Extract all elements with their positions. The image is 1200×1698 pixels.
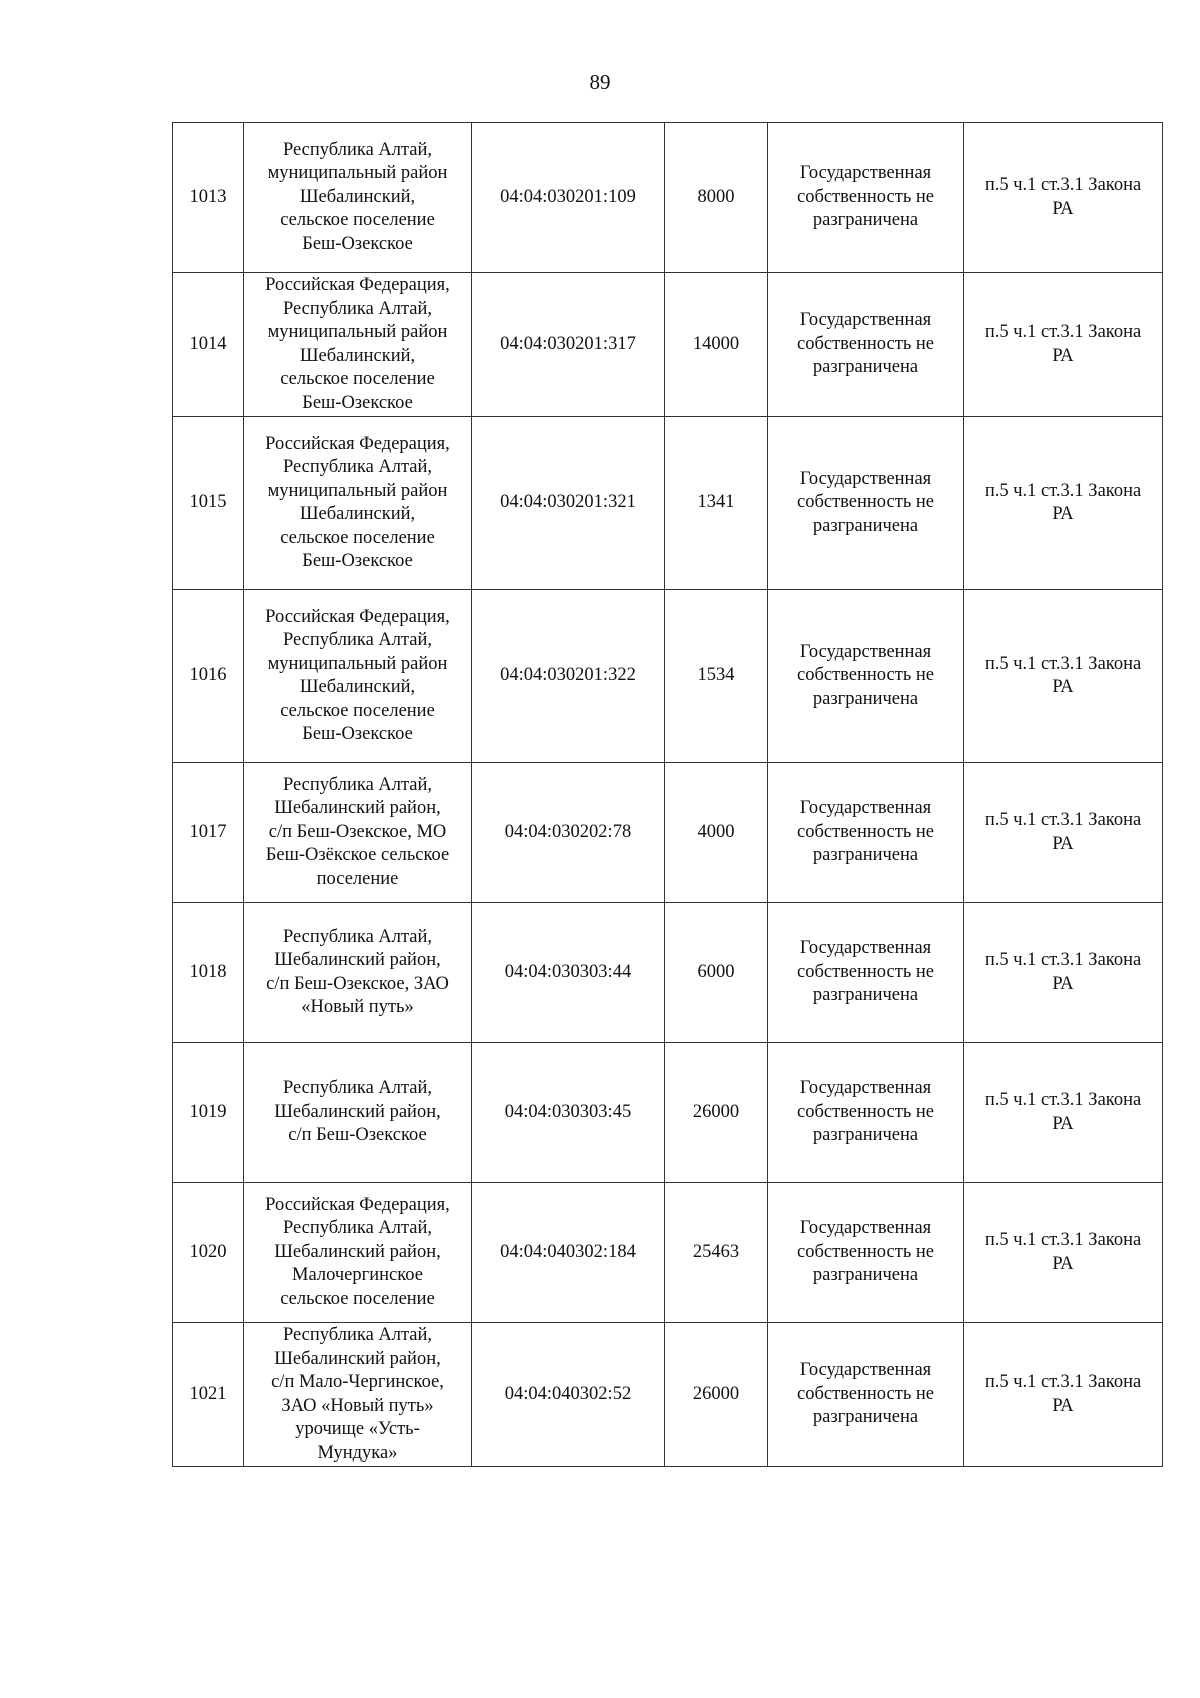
page-number: 89 — [589, 70, 611, 94]
address-cell: Республика Алтай, муниципальный район Шебалинский, сельское поселение Беш-Озекское — [244, 123, 472, 273]
row-number: 1013 — [173, 123, 244, 273]
cadastral-number-cell: 04:04:030201:322 — [472, 590, 665, 763]
table-row — [173, 1183, 1163, 1323]
area-cell: 14000 — [665, 273, 768, 417]
ownership-cell: Государственная собственность не разграничена — [768, 1183, 964, 1323]
ownership-cell: Государственная собственность не разграничена — [768, 590, 964, 763]
table-row — [173, 1043, 1163, 1183]
area-cell: 1534 — [665, 590, 768, 763]
address-cell: Российская Федерация, Республика Алтай, муниципальный район Шебалинский, сельское поселение Беш-Озекское — [244, 273, 472, 417]
area-cell: 8000 — [665, 123, 768, 273]
area-cell: 25463 — [665, 1183, 768, 1323]
ownership-cell: Государственная собственность не разграничена — [768, 1323, 964, 1467]
row-number: 1020 — [173, 1183, 244, 1323]
address-cell: Российская Федерация, Республика Алтай, муниципальный район Шебалинский, сельское поселение Беш-Озекское — [244, 417, 472, 590]
cadastral-number-cell: 04:04:030201:109 — [472, 123, 665, 273]
row-number: 1018 — [173, 903, 244, 1043]
row-number: 1014 — [173, 273, 244, 417]
table-row — [173, 417, 1163, 590]
ownership-cell: Государственная собственность не разграничена — [768, 903, 964, 1043]
legal-basis-cell: п.5 ч.1 ст.3.1 Закона РА — [964, 1183, 1163, 1323]
table-row — [173, 763, 1163, 903]
ownership-cell: Государственная собственность не разграничена — [768, 123, 964, 273]
row-number: 1017 — [173, 763, 244, 903]
cadastral-number-cell: 04:04:040302:52 — [472, 1323, 665, 1467]
table-row — [173, 590, 1163, 763]
table-row — [173, 123, 1163, 273]
legal-basis-cell: п.5 ч.1 ст.3.1 Закона РА — [964, 763, 1163, 903]
table-row — [173, 273, 1163, 417]
legal-basis-cell: п.5 ч.1 ст.3.1 Закона РА — [964, 273, 1163, 417]
land-plots-table — [172, 122, 1163, 1467]
area-cell: 1341 — [665, 417, 768, 590]
legal-basis-cell: п.5 ч.1 ст.3.1 Закона РА — [964, 1323, 1163, 1467]
area-cell: 26000 — [665, 1043, 768, 1183]
legal-basis-cell: п.5 ч.1 ст.3.1 Закона РА — [964, 903, 1163, 1043]
row-number: 1016 — [173, 590, 244, 763]
cadastral-number-cell: 04:04:030202:78 — [472, 763, 665, 903]
cadastral-number-cell: 04:04:030201:317 — [472, 273, 665, 417]
address-cell: Российская Федерация, Республика Алтай, Шебалинский район, Малочергинское сельское поселение — [244, 1183, 472, 1323]
legal-basis-cell: п.5 ч.1 ст.3.1 Закона РА — [964, 417, 1163, 590]
address-cell: Республика Алтай, Шебалинский район, с/п Мало-Чергинское, ЗАО «Новый путь» урочище «Усть- Мундука» — [244, 1323, 472, 1467]
ownership-cell: Государственная собственность не разграничена — [768, 273, 964, 417]
ownership-cell: Государственная собственность не разграничена — [768, 763, 964, 903]
legal-basis-cell: п.5 ч.1 ст.3.1 Закона РА — [964, 123, 1163, 273]
cadastral-number-cell: 04:04:040302:184 — [472, 1183, 665, 1323]
legal-basis-cell: п.5 ч.1 ст.3.1 Закона РА — [964, 1043, 1163, 1183]
row-number: 1019 — [173, 1043, 244, 1183]
row-number: 1015 — [173, 417, 244, 590]
area-cell: 4000 — [665, 763, 768, 903]
address-cell: Республика Алтай, Шебалинский район, с/п Беш-Озекское, ЗАО «Новый путь» — [244, 903, 472, 1043]
row-number: 1021 — [173, 1323, 244, 1467]
cadastral-number-cell: 04:04:030303:44 — [472, 903, 665, 1043]
address-cell: Республика Алтай, Шебалинский район, с/п Беш-Озекское, МО Беш-Озёкское сельское поселение — [244, 763, 472, 903]
ownership-cell: Государственная собственность не разграничена — [768, 1043, 964, 1183]
ownership-cell: Государственная собственность не разграничена — [768, 417, 964, 590]
area-cell: 26000 — [665, 1323, 768, 1467]
address-cell: Республика Алтай, Шебалинский район, с/п Беш-Озекское — [244, 1043, 472, 1183]
cadastral-number-cell: 04:04:030303:45 — [472, 1043, 665, 1183]
table-row — [173, 903, 1163, 1043]
legal-basis-cell: п.5 ч.1 ст.3.1 Закона РА — [964, 590, 1163, 763]
area-cell: 6000 — [665, 903, 768, 1043]
table-row — [173, 1323, 1163, 1467]
address-cell: Российская Федерация, Республика Алтай, муниципальный район Шебалинский, сельское поселение Беш-Озекское — [244, 590, 472, 763]
cadastral-number-cell: 04:04:030201:321 — [472, 417, 665, 590]
